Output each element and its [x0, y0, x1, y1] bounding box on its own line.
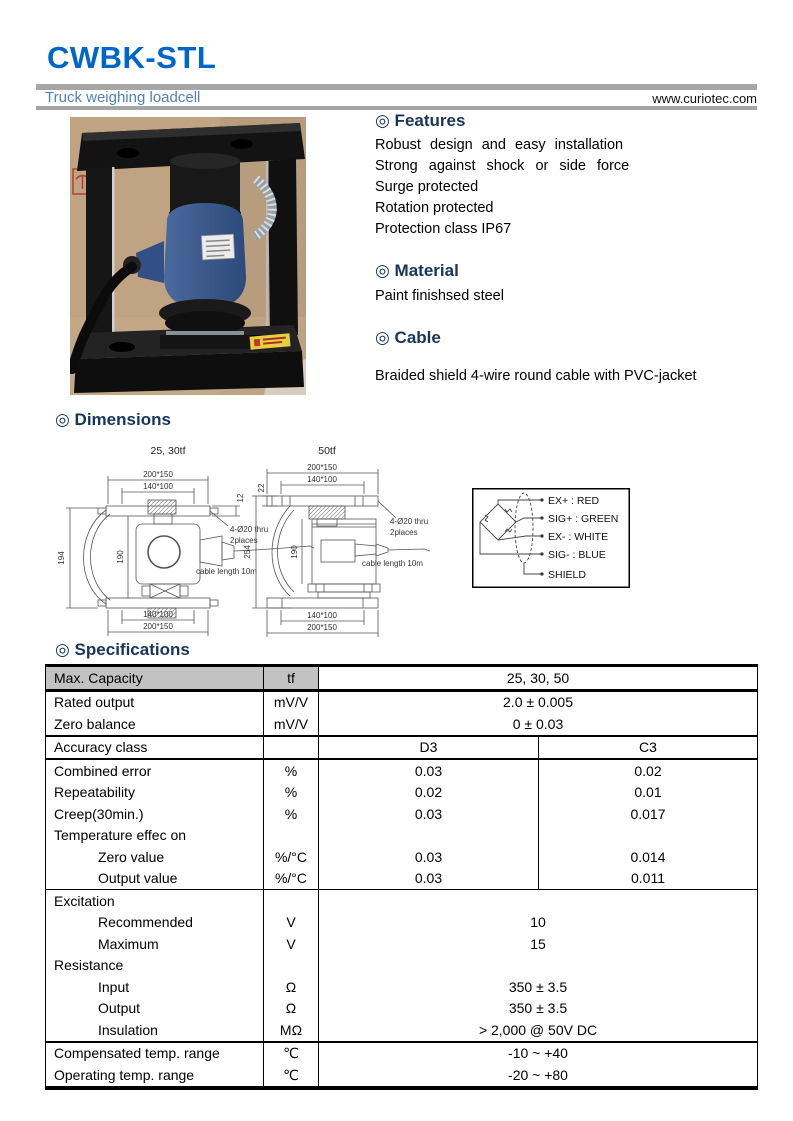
spec-cell-name: Creep(30min.) — [54, 805, 144, 822]
spec-cell-value — [319, 955, 758, 977]
spec-row — [46, 890, 758, 912]
spec-cell-value: 350 ± 3.5 — [508, 978, 568, 995]
dim-label: 200*150 — [307, 623, 337, 632]
spec-cell-name: Repeatability — [54, 784, 135, 801]
wiring-legend — [472, 488, 630, 588]
divider-bar-bottom — [36, 106, 757, 110]
spec-cell-name: Input — [98, 978, 130, 995]
spec-cell-unit: ℃ — [264, 1042, 319, 1065]
spec-cell-unit: mV/V — [264, 713, 319, 736]
spec-cell-value: 2.0 ± 0.005 — [503, 694, 573, 711]
dim-label: 254 — [243, 545, 252, 559]
dim-label: 200*150 — [307, 463, 337, 472]
wire-label-shield: SHIELD — [548, 569, 586, 581]
specifications-heading: ◎ Specifications — [55, 640, 190, 659]
spec-cell-name: Zero balance — [46, 713, 264, 736]
spec-cell-value: -20 ~ +80 — [508, 1066, 568, 1083]
spec-cell-unit: ℃ — [264, 1064, 319, 1088]
spec-cell-name: Operating temp. range — [54, 1066, 195, 1083]
product-photo — [70, 117, 306, 395]
spec-row — [46, 713, 758, 736]
spec-cell-d3: 0.03 — [414, 762, 443, 779]
feature-item: Protection class IP67 — [375, 221, 512, 237]
features-heading: ◎ Features — [375, 111, 466, 130]
spec-cell-value: 0 ± 0.03 — [319, 713, 758, 736]
spec-cell-name: Rated output — [54, 694, 135, 711]
spec-sticker — [201, 234, 234, 260]
spec-cell-unit: %/°C — [264, 868, 319, 890]
specifications-table — [45, 664, 758, 1090]
spec-cell-value: > 2,000 @ 50V DC — [319, 1019, 758, 1042]
dim-label: 140*100 — [307, 611, 337, 620]
spec-cell-unit: mV/V — [264, 690, 319, 713]
holes-note: 4-Ø20 thru — [390, 517, 429, 526]
spec-row — [46, 976, 758, 998]
spec-cell-d3: 0.03 — [414, 805, 443, 822]
feature-item: Surge protected — [375, 179, 479, 195]
spec-cell-value: 15 — [530, 935, 546, 952]
spec-cell-name: Temperature effec on — [54, 827, 187, 844]
spec-row — [46, 998, 758, 1020]
spec-row — [46, 912, 758, 934]
spec-cell-unit: V — [264, 912, 319, 934]
drawing-title: 25, 30tf — [150, 445, 186, 457]
spec-row — [46, 933, 758, 955]
spec-row — [46, 1042, 758, 1065]
cable-note: cable length 10m — [362, 559, 423, 568]
spec-cell-name: Resistance — [54, 957, 124, 974]
dim-label: 194 — [57, 551, 66, 565]
spec-cell-unit — [264, 955, 319, 977]
dim-label: 140*100 — [143, 610, 173, 619]
dim-label: 12 — [236, 493, 245, 503]
cable-text: Braided shield 4-wire round cable with PVC-jacket — [375, 368, 697, 384]
spec-cell-c3 — [539, 825, 758, 847]
wire-label-ex-minus: EX- : WHITE — [548, 531, 609, 543]
spec-cell-d3: 0.03 — [414, 848, 443, 865]
spec-cell-unit: V — [264, 933, 319, 955]
feature-item: Strong against shock or side force — [375, 158, 630, 174]
spec-row — [46, 846, 758, 868]
holes-note: 2places — [230, 536, 258, 545]
website-link[interactable]: www.curiotec.com — [652, 91, 757, 106]
wire-label-sig-plus: SIG+ : GREEN — [548, 513, 619, 525]
dim-label: 200*150 — [143, 470, 173, 479]
spec-cell-name: Insulation — [46, 1019, 264, 1042]
spec-cell-d3: D3 — [319, 736, 539, 760]
spec-cell-unit: %/°C — [264, 846, 319, 868]
wire-label-sig-minus: SIG- : BLUE — [548, 549, 606, 561]
spec-row — [46, 803, 758, 825]
spec-cell-unit: Ω — [264, 998, 319, 1020]
material-text: Paint finishsed steel — [375, 288, 504, 304]
spec-row — [46, 955, 758, 977]
feature-item: Rotation protected — [375, 200, 494, 216]
dim-label: 22 — [257, 483, 266, 493]
material-heading: ◎ Material — [375, 261, 459, 280]
spec-cell-unit — [264, 736, 319, 760]
spec-cell-name: Combined error — [54, 762, 152, 779]
spec-cell-name: Zero value — [98, 848, 165, 865]
spec-cell-name: Output — [98, 1000, 141, 1017]
spec-row — [46, 1064, 758, 1088]
page-title: CWBK-STL — [47, 40, 217, 75]
holes-note: 2places — [390, 528, 418, 537]
spec-cell-value: 25, 30, 50 — [319, 666, 758, 691]
dim-label: 190 — [116, 550, 125, 564]
spec-header-row — [46, 666, 758, 691]
spec-cell-name: Max. Capacity — [46, 666, 264, 691]
dim-label: 140*100 — [143, 482, 173, 491]
spec-cell-c3: 0.01 — [539, 782, 758, 804]
spec-cell-name: Output value — [46, 868, 264, 890]
spec-row — [46, 825, 758, 847]
spec-cell-unit: % — [264, 803, 319, 825]
spec-cell-name: Maximum — [98, 935, 159, 952]
drawing-title: 50tf — [318, 445, 336, 457]
feature-item: Robust design and easy installation — [375, 137, 624, 153]
spec-cell-d3: 0.03 — [319, 868, 539, 890]
right-post — [268, 159, 298, 337]
dim-label: 200*150 — [143, 622, 173, 631]
spec-cell-unit: Ω — [264, 976, 319, 998]
cable-heading: ◎ Cable — [375, 328, 441, 347]
spec-cell-unit: tf — [264, 666, 319, 691]
dimensions-heading: ◎ Dimensions — [55, 410, 171, 429]
spec-cell-value: 10 — [530, 914, 546, 931]
spec-cell-name: Excitation — [54, 892, 115, 909]
spec-cell-unit: % — [264, 782, 319, 804]
spec-cell-c3: C3 — [539, 736, 758, 760]
dimension-drawing-right — [242, 438, 472, 638]
spec-cell-c3: 0.017 — [539, 803, 758, 825]
spec-cell-c3: 0.014 — [539, 846, 758, 868]
spec-cell-value: 350 ± 3.5 — [508, 1000, 568, 1017]
spec-cell-unit: % — [264, 759, 319, 782]
spec-row — [46, 782, 758, 804]
spec-row — [46, 736, 758, 760]
spec-cell-name: Accuracy class — [46, 736, 264, 760]
spec-row — [46, 759, 758, 782]
spec-row — [46, 690, 758, 713]
spec-row — [46, 868, 758, 890]
spec-cell-d3 — [319, 825, 539, 847]
spec-cell-unit — [264, 890, 319, 912]
dim-label: 140*100 — [307, 475, 337, 484]
spec-row — [46, 1019, 758, 1042]
cable-note: cable length 10m — [196, 567, 257, 576]
spec-cell-d3: 0.02 — [414, 784, 443, 801]
spec-cell-c3: 0.011 — [539, 868, 758, 890]
wire-label-ex-plus: EX+ : RED — [548, 495, 600, 507]
holes-note: 4-Ø20 thru — [230, 525, 269, 534]
spec-cell-name: Compensated temp. range — [54, 1045, 220, 1062]
dim-label: 190 — [290, 545, 299, 559]
spec-cell-c3: 0.02 — [539, 759, 758, 782]
spec-cell-unit: MΩ — [264, 1019, 319, 1042]
spec-cell-unit — [264, 825, 319, 847]
product-subtitle: Truck weighing loadcell — [45, 89, 201, 106]
spec-cell-name: Recommended — [98, 914, 193, 931]
spec-cell-value — [319, 890, 758, 912]
spec-cell-value: -10 ~ +40 — [508, 1045, 568, 1062]
